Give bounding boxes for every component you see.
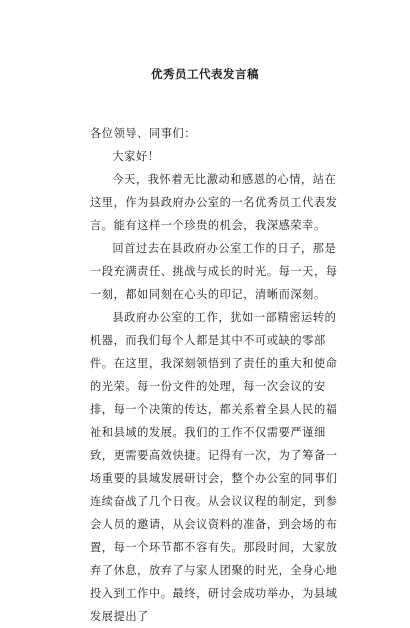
document-title: 优秀员工代表发言稿 (151, 67, 259, 81)
paragraph-3: 县政府办公室的工作，犹如一部精密运转的机器，而我们每个人都是其中不可或缺的零部件。在这里，我深刻领悟到了责任的重大和使命的光荣。每一份文件的处理，每一次会议的安排，每一个决策的传达，都关系着全县人民的福祉和县域的发展。我们的工作不仅需要严谨细致，更需要高效快捷。记得有一次，为了筹备一场重要的县域发展研讨会，整个办公室的同事们连续奋战了几个日夜。从会议议程的制定，到参会人员的邀请，从会议资料的准备，到会场的布置，每一个环节都不容有失。那段时间，大家放弃了休息，放弃了与家人团聚的时光，全身心地投入到工作中。最终，研讨会成功举办，为县域发展提出了 (90, 311, 338, 623)
greeting-line: 各位领导、同事们： (90, 127, 197, 140)
paragraph-2: 回首过去在县政府办公室工作的日子，那是一段充满责任、挑战与成长的时光。每一天，每一刻，都如同刻在心头的印记，清晰而深刻。 (90, 242, 338, 301)
paragraph-1: 今天，我怀着无比激动和感恩的心情，站在这里，作为县政府办公室的一名优秀员工代表发言。能有这样一个珍贵的机会，我深感荣幸。 (90, 173, 338, 232)
document-body (90, 122, 348, 628)
salutation-line: 大家好！ (112, 150, 160, 163)
